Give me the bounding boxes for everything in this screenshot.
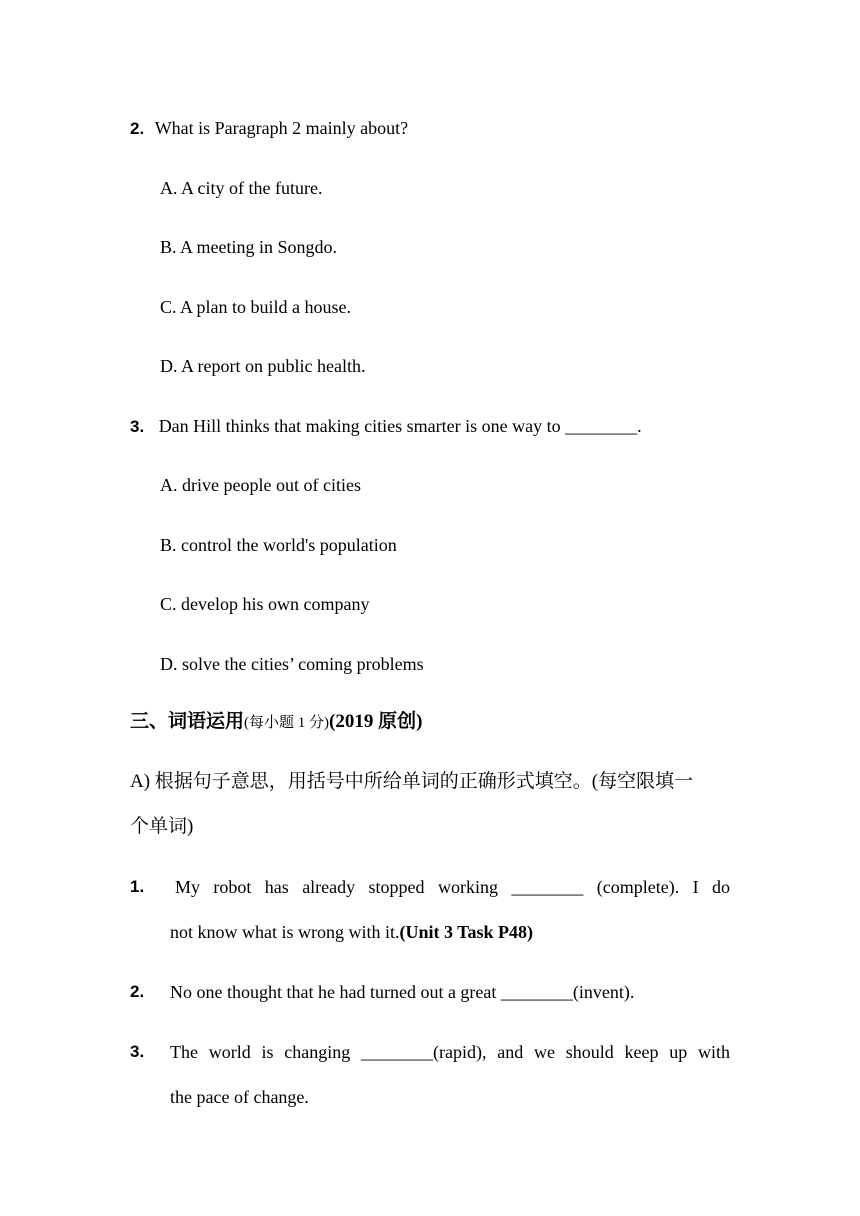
item-1-reference: (Unit 3 Task P48) — [399, 922, 534, 942]
option-d: D. solve the cities’ coming problems — [160, 654, 424, 674]
option-d: D. A report on public health. — [160, 356, 366, 376]
section-heading — [130, 710, 422, 735]
section-score-note: (每小题 1 分) — [244, 715, 330, 731]
question-3-stem-line — [130, 414, 642, 439]
item-1-number: 1. — [130, 877, 145, 896]
option-c: C. develop his own company — [160, 594, 370, 614]
option-b: B. A meeting in Songdo. — [160, 237, 338, 257]
item-1-line-2 — [170, 920, 533, 944]
item-2-number: 2. — [130, 982, 145, 1001]
part-a-instruction-line-2: 个单词) — [130, 816, 194, 837]
question-2-stem-line — [130, 116, 408, 141]
item-1-text: not know what is wrong with it. — [170, 922, 400, 942]
part-a-instruction-line-1: A) 根据句子意思，用括号中所给单词的正确形式填空。(每空限填一 — [130, 771, 694, 792]
option-a: A. drive people out of cities — [160, 475, 361, 495]
item-3-number: 3. — [130, 1042, 145, 1061]
question-number: 2. — [130, 119, 145, 138]
question-stem: Dan Hill thinks that making cities smarter is one way to ________. — [158, 416, 642, 436]
question-stem: What is Paragraph 2 mainly about? — [154, 118, 409, 138]
item-3-line-1: The world is changing ________(rapid), and we should keep up with — [170, 1042, 730, 1062]
option-c: C. A plan to build a house. — [160, 297, 351, 317]
question-number: 3. — [130, 417, 145, 436]
section-title: 三、词语运用 — [130, 711, 245, 732]
option-b: B. control the world's population — [160, 535, 397, 555]
item-2-line-1: No one thought that he had turned out a great ________(invent). — [170, 982, 635, 1002]
item-1-line-1: My robot has already stopped working ________ (complete). I do — [175, 877, 730, 897]
item-3-line-2: the pace of change. — [170, 1087, 309, 1107]
option-a: A. A city of the future. — [160, 178, 323, 198]
section-source: (2019 原创) — [329, 711, 423, 732]
